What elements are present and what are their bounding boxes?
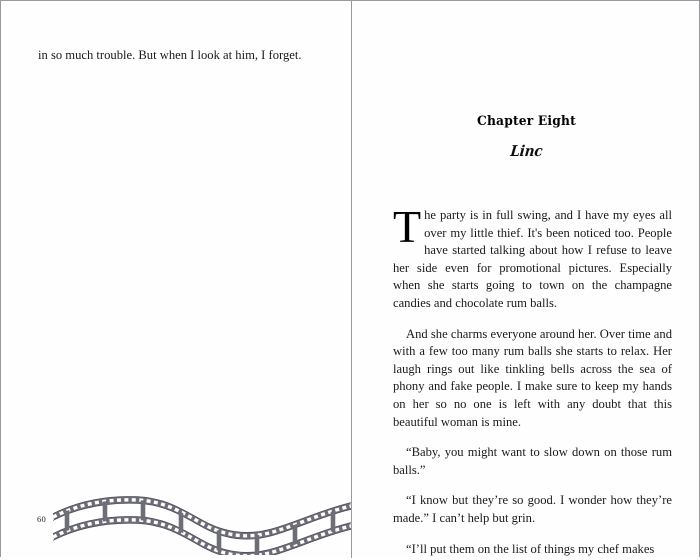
left-page: [1, 1, 351, 558]
filmstrip-ornament: [53, 493, 351, 555]
body-paragraph: “I’ll put them on the list of things my chef makes: [406, 541, 655, 556]
body-text-column: [393, 201, 672, 558]
chapter-title: Chapter Eight: [477, 114, 576, 129]
filmstrip-svg: [53, 493, 351, 555]
page-number: 60: [37, 514, 47, 524]
body-paragraph: The party is in full swing, and I have my eyes all over my little thief. It's been noticed too. People have started talking about how I refuse to leave her side even for promotional pictures. Especially when she starts going to town on the champagne candies and chocolate rum balls.: [393, 201, 672, 310]
body-paragraph: And she charms everyone around her. Over time and with a few too many rum balls she starts to relax. Her laugh rings out like tinkling bells across the sea of phony and fake people. I make sure to keep my hands on her so no one is left with any doubt that this beautiful woman is mine.: [393, 326, 672, 429]
right-page: [352, 1, 700, 558]
body-paragraph: “Baby, you might want to slow down on those rum balls.”: [393, 445, 672, 477]
left-page-continued-text: in so much trouble. But when I look at him, I forget.: [38, 48, 302, 62]
body-paragraph: “I know but they’re so good. I wonder how they’re made.” I can’t help but grin.: [393, 493, 672, 525]
chapter-subtitle-narrator: Linc: [509, 142, 544, 160]
